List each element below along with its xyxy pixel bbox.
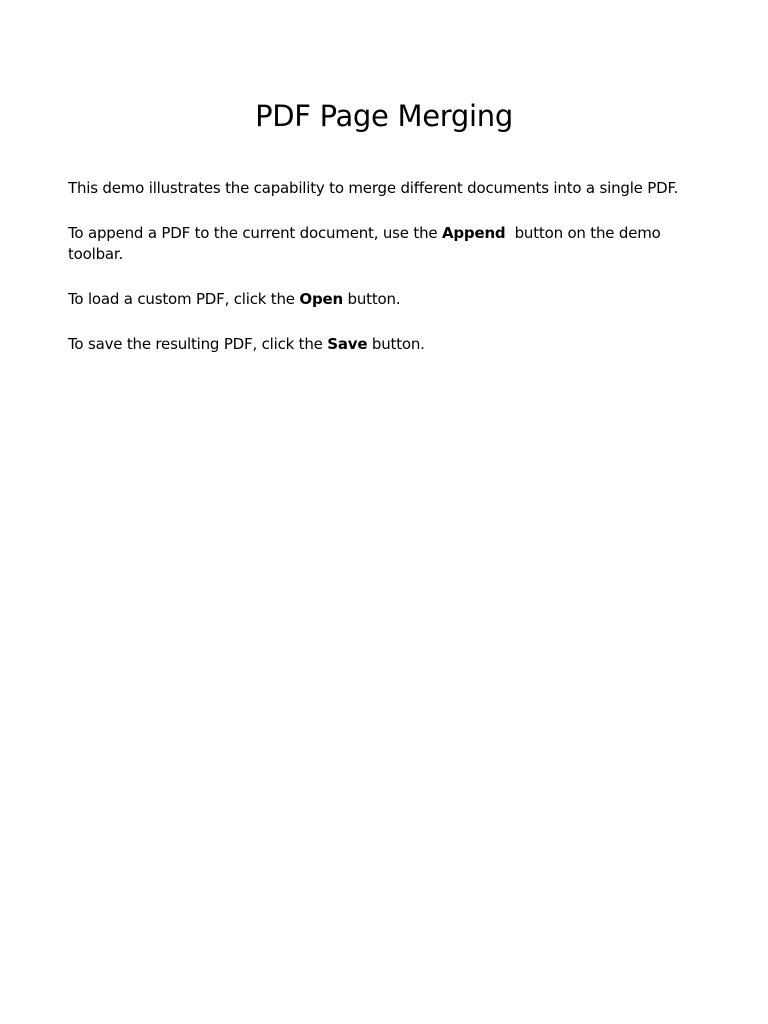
open-paragraph: [68, 289, 688, 310]
append-text-before: To append a PDF to the current document, use the: [68, 224, 442, 242]
append-keyword: Append: [441, 224, 506, 242]
intro-paragraph: This demo illustrates the capability to merge different documents into a single PDF.: [68, 179, 679, 197]
append-paragraph: [68, 223, 688, 265]
save-text-after: button.: [367, 335, 425, 353]
open-text-before: To load a custom PDF, click the: [68, 290, 300, 308]
save-text-before: To save the resulting PDF, click the: [68, 335, 328, 353]
open-text-after: button.: [342, 290, 401, 308]
page-title: PDF Page Merging: [255, 99, 513, 133]
document-body: [68, 178, 688, 379]
save-keyword: Save: [327, 335, 368, 353]
append-text-after: button on the demo toolbar.: [68, 224, 666, 263]
save-paragraph: [68, 334, 688, 355]
open-keyword: Open: [299, 290, 343, 308]
